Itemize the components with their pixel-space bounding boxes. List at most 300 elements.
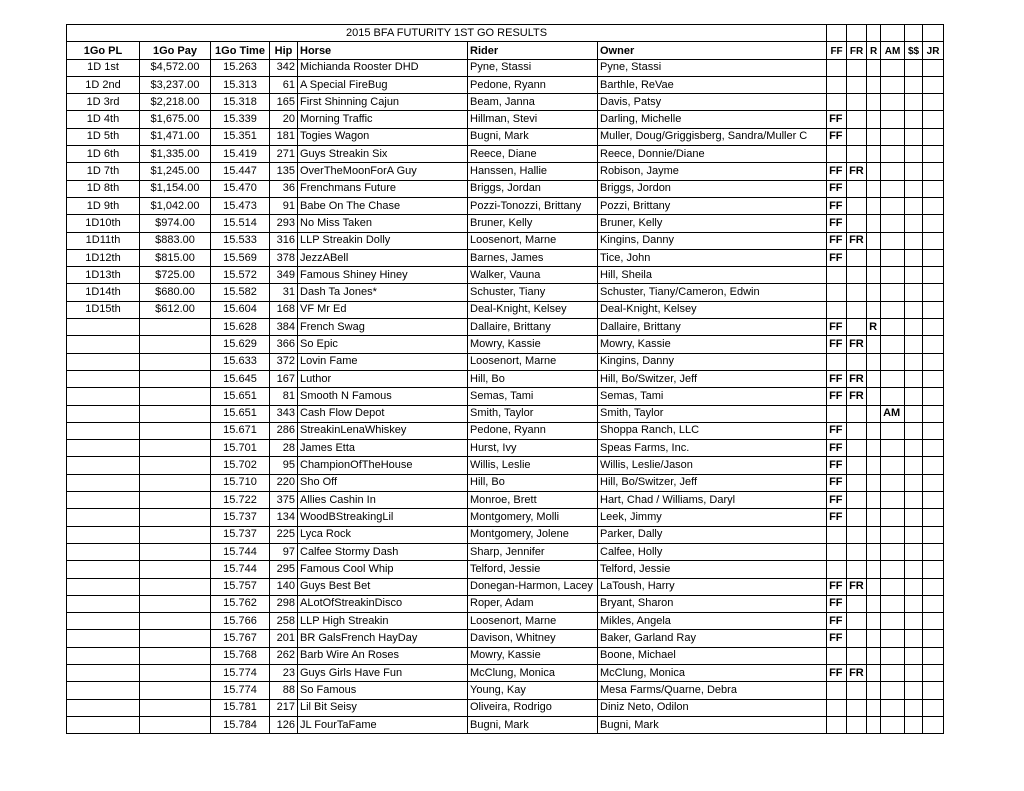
table-row bbox=[67, 526, 944, 543]
rider-cell: Mowry, Kassie bbox=[468, 336, 598, 353]
pay-cell: $725.00 bbox=[140, 267, 211, 284]
table-row bbox=[67, 440, 944, 457]
time-cell: 15.744 bbox=[211, 561, 270, 578]
rider-cell: Dallaire, Brittany bbox=[468, 319, 598, 336]
header-horse: Horse bbox=[298, 42, 468, 59]
owner-cell: Mikles, Angela bbox=[598, 613, 827, 630]
ff-flag: FF bbox=[827, 370, 847, 387]
dollars-flag bbox=[905, 128, 923, 145]
table-row bbox=[67, 492, 944, 509]
hip-cell: 316 bbox=[270, 232, 298, 249]
header-am: AM bbox=[881, 42, 905, 59]
r-flag bbox=[867, 630, 881, 647]
owner-cell: Dallaire, Brittany bbox=[598, 319, 827, 336]
jr-flag bbox=[923, 422, 944, 439]
hip-cell: 271 bbox=[270, 146, 298, 163]
fr-flag: FR bbox=[847, 370, 867, 387]
hip-cell: 88 bbox=[270, 682, 298, 699]
horse-cell: JL FourTaFame bbox=[298, 716, 468, 733]
pay-cell bbox=[140, 716, 211, 733]
r-flag bbox=[867, 405, 881, 422]
fr-flag bbox=[847, 353, 867, 370]
am-flag bbox=[881, 76, 905, 93]
ff-flag: FF bbox=[827, 197, 847, 214]
fr-flag bbox=[847, 111, 867, 128]
am-flag bbox=[881, 440, 905, 457]
r-flag bbox=[867, 370, 881, 387]
pay-cell bbox=[140, 595, 211, 612]
time-cell: 15.629 bbox=[211, 336, 270, 353]
r-flag bbox=[867, 561, 881, 578]
am-flag bbox=[881, 664, 905, 681]
time-cell: 15.572 bbox=[211, 267, 270, 284]
r-flag bbox=[867, 267, 881, 284]
rider-cell: Beam, Janna bbox=[468, 94, 598, 111]
place-cell: 1D 2nd bbox=[67, 76, 140, 93]
owner-cell: Kingins, Danny bbox=[598, 353, 827, 370]
pay-cell bbox=[140, 526, 211, 543]
owner-cell: Hill, Bo/Switzer, Jeff bbox=[598, 370, 827, 387]
table-row bbox=[67, 94, 944, 111]
horse-cell: So Epic bbox=[298, 336, 468, 353]
table-row bbox=[67, 180, 944, 197]
table-row bbox=[67, 422, 944, 439]
fr-flag bbox=[847, 284, 867, 301]
owner-cell: Hill, Bo/Switzer, Jeff bbox=[598, 474, 827, 491]
table-row bbox=[67, 613, 944, 630]
horse-cell: James Etta bbox=[298, 440, 468, 457]
am-flag bbox=[881, 509, 905, 526]
owner-cell: Willis, Leslie/Jason bbox=[598, 457, 827, 474]
rider-cell: Barnes, James bbox=[468, 249, 598, 266]
fr-flag: FR bbox=[847, 664, 867, 681]
r-flag bbox=[867, 664, 881, 681]
place-cell: 1D14th bbox=[67, 284, 140, 301]
rider-cell: Willis, Leslie bbox=[468, 457, 598, 474]
jr-flag bbox=[923, 128, 944, 145]
rider-cell: Davison, Whitney bbox=[468, 630, 598, 647]
table-row bbox=[67, 163, 944, 180]
dollars-flag bbox=[905, 59, 923, 76]
fr-flag bbox=[847, 492, 867, 509]
am-flag bbox=[881, 543, 905, 560]
am-flag bbox=[881, 128, 905, 145]
table-row bbox=[67, 232, 944, 249]
fr-flag: FR bbox=[847, 163, 867, 180]
am-flag bbox=[881, 59, 905, 76]
header-place: 1Go PL bbox=[67, 42, 140, 59]
rider-cell: Semas, Tami bbox=[468, 388, 598, 405]
am-flag bbox=[881, 197, 905, 214]
r-flag bbox=[867, 146, 881, 163]
header-hip: Hip bbox=[270, 42, 298, 59]
pay-cell bbox=[140, 699, 211, 716]
rider-cell: Roper, Adam bbox=[468, 595, 598, 612]
horse-cell: No Miss Taken bbox=[298, 215, 468, 232]
horse-cell: JezzABell bbox=[298, 249, 468, 266]
rider-cell: Pozzi-Tonozzi, Brittany bbox=[468, 197, 598, 214]
jr-flag bbox=[923, 509, 944, 526]
hip-cell: 201 bbox=[270, 630, 298, 647]
fr-flag bbox=[847, 215, 867, 232]
am-flag bbox=[881, 94, 905, 111]
time-cell: 15.470 bbox=[211, 180, 270, 197]
hip-cell: 384 bbox=[270, 319, 298, 336]
am-flag bbox=[881, 301, 905, 318]
place-cell bbox=[67, 370, 140, 387]
jr-flag bbox=[923, 353, 944, 370]
jr-flag bbox=[923, 370, 944, 387]
rider-cell: Schuster, Tiany bbox=[468, 284, 598, 301]
am-flag bbox=[881, 578, 905, 595]
dollars-flag bbox=[905, 336, 923, 353]
horse-cell: VF Mr Ed bbox=[298, 301, 468, 318]
time-cell: 15.784 bbox=[211, 716, 270, 733]
place-cell bbox=[67, 699, 140, 716]
jr-flag bbox=[923, 595, 944, 612]
r-flag bbox=[867, 492, 881, 509]
ff-flag: FF bbox=[827, 457, 847, 474]
header-ff: FF bbox=[827, 42, 847, 59]
table-row bbox=[67, 474, 944, 491]
rider-cell: Bruner, Kelly bbox=[468, 215, 598, 232]
r-flag bbox=[867, 543, 881, 560]
horse-cell: Allies Cashin In bbox=[298, 492, 468, 509]
pay-cell: $974.00 bbox=[140, 215, 211, 232]
hip-cell: 31 bbox=[270, 284, 298, 301]
dollars-flag bbox=[905, 422, 923, 439]
rider-cell: Hanssen, Hallie bbox=[468, 163, 598, 180]
place-cell: 1D 4th bbox=[67, 111, 140, 128]
time-cell: 15.339 bbox=[211, 111, 270, 128]
time-cell: 15.737 bbox=[211, 526, 270, 543]
pay-cell: $1,471.00 bbox=[140, 128, 211, 145]
ff-flag bbox=[827, 284, 847, 301]
dollars-flag bbox=[905, 492, 923, 509]
dollars-flag bbox=[905, 76, 923, 93]
owner-cell: Leek, Jimmy bbox=[598, 509, 827, 526]
ff-flag: FF bbox=[827, 128, 847, 145]
rider-cell: Pyne, Stassi bbox=[468, 59, 598, 76]
pay-cell: $883.00 bbox=[140, 232, 211, 249]
r-flag bbox=[867, 336, 881, 353]
rider-cell: Walker, Vauna bbox=[468, 267, 598, 284]
fr-flag bbox=[847, 94, 867, 111]
r-flag bbox=[867, 474, 881, 491]
horse-cell: Cash Flow Depot bbox=[298, 405, 468, 422]
fr-flag bbox=[847, 647, 867, 664]
place-cell bbox=[67, 561, 140, 578]
fr-flag bbox=[847, 509, 867, 526]
dollars-flag bbox=[905, 232, 923, 249]
hip-cell: 343 bbox=[270, 405, 298, 422]
dollars-flag bbox=[905, 647, 923, 664]
fr-flag bbox=[847, 716, 867, 733]
page-title: 2015 BFA FUTURITY 1ST GO RESULTS bbox=[67, 25, 827, 42]
owner-cell: Tice, John bbox=[598, 249, 827, 266]
dollars-flag bbox=[905, 595, 923, 612]
hip-cell: 167 bbox=[270, 370, 298, 387]
dollars-flag bbox=[905, 682, 923, 699]
time-cell: 15.737 bbox=[211, 509, 270, 526]
horse-cell: First Shinning Cajun bbox=[298, 94, 468, 111]
rider-cell: Briggs, Jordan bbox=[468, 180, 598, 197]
rider-cell: Pedone, Ryann bbox=[468, 422, 598, 439]
hip-cell: 126 bbox=[270, 716, 298, 733]
place-cell bbox=[67, 319, 140, 336]
horse-cell: A Special FireBug bbox=[298, 76, 468, 93]
am-flag bbox=[881, 474, 905, 491]
fr-flag bbox=[847, 76, 867, 93]
owner-cell: Bruner, Kelly bbox=[598, 215, 827, 232]
header-r: R bbox=[867, 42, 881, 59]
dollars-flag bbox=[905, 716, 923, 733]
rider-cell: Loosenort, Marne bbox=[468, 353, 598, 370]
ff-flag: FF bbox=[827, 111, 847, 128]
ff-flag bbox=[827, 526, 847, 543]
table-row bbox=[67, 284, 944, 301]
title-row bbox=[67, 25, 944, 42]
r-flag bbox=[867, 163, 881, 180]
time-cell: 15.628 bbox=[211, 319, 270, 336]
r-flag bbox=[867, 699, 881, 716]
horse-cell: WoodBStreakingLil bbox=[298, 509, 468, 526]
r-flag bbox=[867, 249, 881, 266]
place-cell: 1D11th bbox=[67, 232, 140, 249]
r-flag bbox=[867, 284, 881, 301]
table-row bbox=[67, 509, 944, 526]
header-owner: Owner bbox=[598, 42, 827, 59]
ff-flag bbox=[827, 301, 847, 318]
pay-cell bbox=[140, 336, 211, 353]
fr-flag bbox=[847, 128, 867, 145]
time-cell: 15.263 bbox=[211, 59, 270, 76]
table-row bbox=[67, 249, 944, 266]
dollars-flag bbox=[905, 370, 923, 387]
owner-cell: Briggs, Jordon bbox=[598, 180, 827, 197]
ff-flag: FF bbox=[827, 595, 847, 612]
am-flag bbox=[881, 492, 905, 509]
r-flag bbox=[867, 180, 881, 197]
table-row bbox=[67, 543, 944, 560]
hip-cell: 81 bbox=[270, 388, 298, 405]
horse-cell: Luthor bbox=[298, 370, 468, 387]
dollars-flag bbox=[905, 578, 923, 595]
pay-cell bbox=[140, 682, 211, 699]
hip-cell: 298 bbox=[270, 595, 298, 612]
jr-flag bbox=[923, 457, 944, 474]
time-cell: 15.762 bbox=[211, 595, 270, 612]
owner-cell: Muller, Doug/Griggisberg, Sandra/Muller C bbox=[598, 128, 827, 145]
table-row bbox=[67, 146, 944, 163]
dollars-flag bbox=[905, 249, 923, 266]
am-flag bbox=[881, 647, 905, 664]
owner-cell: LaToush, Harry bbox=[598, 578, 827, 595]
am-flag bbox=[881, 336, 905, 353]
pay-cell bbox=[140, 388, 211, 405]
ff-flag: FF bbox=[827, 422, 847, 439]
horse-cell: ALotOfStreakinDisco bbox=[298, 595, 468, 612]
table-row bbox=[67, 128, 944, 145]
owner-cell: Robison, Jayme bbox=[598, 163, 827, 180]
owner-cell: Schuster, Tiany/Cameron, Edwin bbox=[598, 284, 827, 301]
place-cell: 1D 7th bbox=[67, 163, 140, 180]
time-cell: 15.514 bbox=[211, 215, 270, 232]
dollars-flag bbox=[905, 457, 923, 474]
time-cell: 15.318 bbox=[211, 94, 270, 111]
place-cell: 1D 6th bbox=[67, 146, 140, 163]
hip-cell: 97 bbox=[270, 543, 298, 560]
hip-cell: 217 bbox=[270, 699, 298, 716]
horse-cell: StreakinLenaWhiskey bbox=[298, 422, 468, 439]
hip-cell: 61 bbox=[270, 76, 298, 93]
pay-cell: $1,675.00 bbox=[140, 111, 211, 128]
dollars-flag bbox=[905, 319, 923, 336]
am-flag bbox=[881, 682, 905, 699]
horse-cell: Calfee Stormy Dash bbox=[298, 543, 468, 560]
rider-cell: Hill, Bo bbox=[468, 370, 598, 387]
ff-flag: FF bbox=[827, 388, 847, 405]
dollars-flag bbox=[905, 111, 923, 128]
rider-cell: Mowry, Kassie bbox=[468, 647, 598, 664]
owner-cell: Darling, Michelle bbox=[598, 111, 827, 128]
horse-cell: Lovin Fame bbox=[298, 353, 468, 370]
owner-cell: Speas Farms, Inc. bbox=[598, 440, 827, 457]
place-cell bbox=[67, 526, 140, 543]
table-row bbox=[67, 682, 944, 699]
r-flag bbox=[867, 440, 881, 457]
pay-cell bbox=[140, 647, 211, 664]
table-row bbox=[67, 59, 944, 76]
ff-flag bbox=[827, 146, 847, 163]
rider-cell: Pedone, Ryann bbox=[468, 76, 598, 93]
horse-cell: LLP High Streakin bbox=[298, 613, 468, 630]
am-flag bbox=[881, 457, 905, 474]
am-flag bbox=[881, 215, 905, 232]
place-cell bbox=[67, 405, 140, 422]
hip-cell: 378 bbox=[270, 249, 298, 266]
r-flag bbox=[867, 526, 881, 543]
pay-cell: $680.00 bbox=[140, 284, 211, 301]
dollars-flag bbox=[905, 474, 923, 491]
jr-flag bbox=[923, 197, 944, 214]
time-cell: 15.774 bbox=[211, 664, 270, 681]
ff-flag: FF bbox=[827, 578, 847, 595]
ff-flag bbox=[827, 59, 847, 76]
horse-cell: Guys Best Bet bbox=[298, 578, 468, 595]
header-time: 1Go Time bbox=[211, 42, 270, 59]
dollars-flag bbox=[905, 215, 923, 232]
hip-cell: 342 bbox=[270, 59, 298, 76]
fr-flag bbox=[847, 146, 867, 163]
r-flag bbox=[867, 301, 881, 318]
ff-flag bbox=[827, 682, 847, 699]
fr-flag bbox=[847, 561, 867, 578]
r-flag bbox=[867, 388, 881, 405]
table-row bbox=[67, 353, 944, 370]
pay-cell bbox=[140, 630, 211, 647]
dollars-flag bbox=[905, 561, 923, 578]
time-cell: 15.651 bbox=[211, 405, 270, 422]
am-flag bbox=[881, 111, 905, 128]
hip-cell: 293 bbox=[270, 215, 298, 232]
place-cell: 1D12th bbox=[67, 249, 140, 266]
time-cell: 15.633 bbox=[211, 353, 270, 370]
table-row bbox=[67, 647, 944, 664]
am-flag bbox=[881, 163, 905, 180]
horse-cell: LLP Streakin Dolly bbox=[298, 232, 468, 249]
hip-cell: 95 bbox=[270, 457, 298, 474]
r-flag bbox=[867, 353, 881, 370]
place-cell bbox=[67, 422, 140, 439]
rider-cell: Monroe, Brett bbox=[468, 492, 598, 509]
place-cell: 1D 9th bbox=[67, 197, 140, 214]
hip-cell: 168 bbox=[270, 301, 298, 318]
time-cell: 15.767 bbox=[211, 630, 270, 647]
time-cell: 15.768 bbox=[211, 647, 270, 664]
jr-flag bbox=[923, 492, 944, 509]
pay-cell: $1,335.00 bbox=[140, 146, 211, 163]
am-flag bbox=[881, 526, 905, 543]
ff-flag: FF bbox=[827, 492, 847, 509]
fr-flag bbox=[847, 543, 867, 560]
fr-flag bbox=[847, 59, 867, 76]
ff-flag bbox=[827, 716, 847, 733]
time-cell: 15.757 bbox=[211, 578, 270, 595]
time-cell: 15.313 bbox=[211, 76, 270, 93]
hip-cell: 140 bbox=[270, 578, 298, 595]
time-cell: 15.651 bbox=[211, 388, 270, 405]
owner-cell: Mowry, Kassie bbox=[598, 336, 827, 353]
pay-cell bbox=[140, 440, 211, 457]
r-flag bbox=[867, 682, 881, 699]
header-fr: FR bbox=[847, 42, 867, 59]
dollars-flag bbox=[905, 543, 923, 560]
place-cell: 1D15th bbox=[67, 301, 140, 318]
time-cell: 15.351 bbox=[211, 128, 270, 145]
fr-flag bbox=[847, 474, 867, 491]
owner-cell: Smith, Taylor bbox=[598, 405, 827, 422]
horse-cell: French Swag bbox=[298, 319, 468, 336]
owner-cell: Mesa Farms/Quarne, Debra bbox=[598, 682, 827, 699]
dollars-flag bbox=[905, 509, 923, 526]
horse-cell: BR GalsFrench HayDay bbox=[298, 630, 468, 647]
ff-flag bbox=[827, 94, 847, 111]
jr-flag bbox=[923, 682, 944, 699]
fr-flag bbox=[847, 249, 867, 266]
place-cell bbox=[67, 664, 140, 681]
time-cell: 15.645 bbox=[211, 370, 270, 387]
rider-cell: Montgomery, Molli bbox=[468, 509, 598, 526]
time-cell: 15.774 bbox=[211, 682, 270, 699]
place-cell: 1D 8th bbox=[67, 180, 140, 197]
time-cell: 15.569 bbox=[211, 249, 270, 266]
r-flag bbox=[867, 215, 881, 232]
owner-cell: Calfee, Holly bbox=[598, 543, 827, 560]
am-flag bbox=[881, 716, 905, 733]
table-row bbox=[67, 699, 944, 716]
rider-cell: Reece, Diane bbox=[468, 146, 598, 163]
place-cell bbox=[67, 682, 140, 699]
horse-cell: Michianda Rooster DHD bbox=[298, 59, 468, 76]
rider-cell: Bugni, Mark bbox=[468, 716, 598, 733]
pay-cell: $1,042.00 bbox=[140, 197, 211, 214]
place-cell: 1D13th bbox=[67, 267, 140, 284]
jr-flag bbox=[923, 163, 944, 180]
pay-cell: $4,572.00 bbox=[140, 59, 211, 76]
header-rider: Rider bbox=[468, 42, 598, 59]
ff-flag: FF bbox=[827, 613, 847, 630]
